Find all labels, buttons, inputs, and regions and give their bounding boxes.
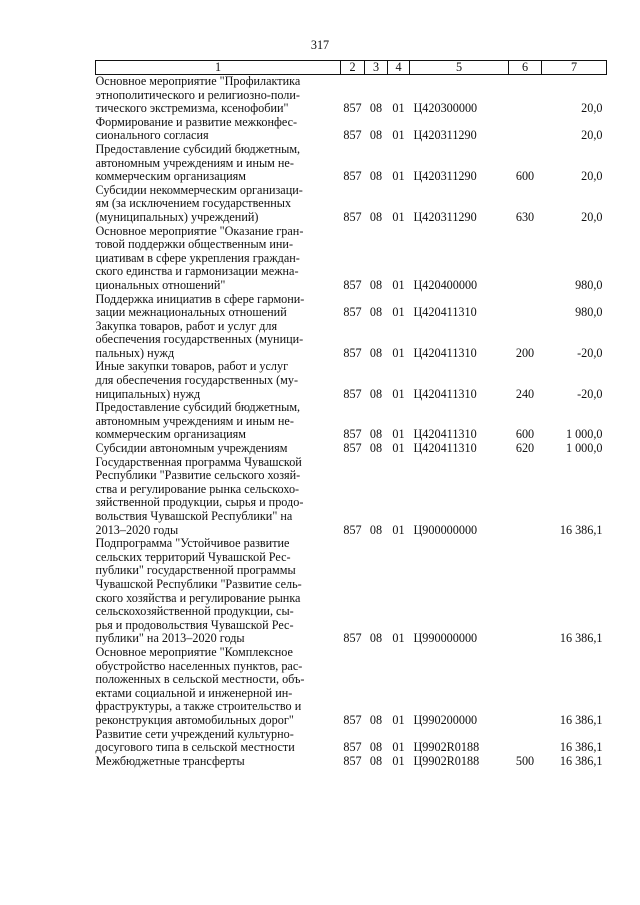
row-section: 08 (369, 386, 383, 401)
row-name (96, 225, 341, 293)
row-subsection: 01 (392, 522, 405, 537)
row-section: 08 (369, 305, 383, 320)
row-name-line: Межбюджетные трансферты (95, 753, 245, 768)
row-target-article: Ц420311290 (413, 128, 477, 143)
row-name-line: вольствия Чувашской Республики" на (95, 509, 293, 523)
row-section: 08 (369, 631, 383, 646)
row-name-line: Основное мероприятие "Оказание гран- (95, 223, 304, 238)
page-number: 317 (310, 38, 330, 52)
table-row (96, 442, 607, 456)
row-name-line: ского единства и гармонизации межна- (95, 264, 299, 279)
row-name-line: Основное мероприятие "Комплексное (95, 644, 293, 659)
row-section: 08 (369, 427, 383, 442)
row-expense-type: 200 (515, 345, 535, 360)
row-name (96, 293, 341, 320)
row-name-line: ского хозяйства и регулирование рынка (95, 590, 301, 605)
row-name-line: Развитие сети учреждений культурно- (95, 726, 294, 741)
row-amount: 1 000,0 (565, 427, 603, 442)
row-name-line: циональных отношений" (95, 277, 226, 292)
row-name-line: Субсидии некоммерческим организаци- (95, 182, 303, 197)
row-grbs: 857 (343, 753, 362, 768)
row-name (96, 755, 341, 769)
row-name-line: Предоставление субсидий бюджетным, (95, 141, 301, 156)
row-section: 08 (369, 277, 383, 292)
row-subsection: 01 (392, 631, 405, 646)
row-amount: -20,0 (577, 345, 603, 360)
row-subsection: 01 (392, 209, 405, 224)
row-amount: 20,0 (581, 128, 603, 143)
row-name-line: рья и продовольствия Чувашской Рес- (95, 617, 294, 632)
row-name-line: циативам в сфере укрепления граждан- (95, 250, 300, 265)
table-body (96, 75, 607, 769)
table-row (96, 320, 607, 361)
row-name-line: обеспечения государственных (муници- (95, 332, 304, 347)
table-row (96, 755, 607, 769)
row-grbs: 857 (343, 740, 362, 755)
row-name-line: Чувашской Республики "Развитие сель- (95, 576, 302, 591)
row-name (96, 360, 341, 401)
row-subsection: 01 (392, 128, 405, 143)
row-name-line: тического экстремизма, ксенофобии" (95, 101, 289, 116)
column-header-amount: 7 (542, 61, 607, 75)
row-target-article: Ц420300000 (413, 101, 478, 116)
row-expense-type (509, 116, 542, 143)
row-subsection: 01 (392, 345, 405, 360)
row-name-line: Основное мероприятие "Профилактика (95, 74, 301, 88)
row-name-line: обустройство населенных пунктов, рас- (95, 658, 303, 673)
row-name-line: (муниципальных) учреждений) (95, 209, 259, 224)
row-name-line: Подпрограмма "Устойчивое развитие (95, 536, 290, 551)
row-target-article: Ц990200000 (413, 712, 478, 727)
row-section: 08 (369, 128, 383, 143)
row-amount: 980,0 (575, 277, 603, 292)
column-header-subsection: 4 (388, 61, 410, 75)
row-name-line: досугового типа в сельской местности (95, 740, 295, 755)
row-amount: -20,0 (577, 386, 603, 401)
row-expense-type (509, 456, 542, 538)
row-name-line: публики" на 2013–2020 годы (95, 631, 245, 646)
row-amount: 20,0 (581, 169, 603, 184)
row-name (96, 442, 341, 456)
row-name-line: автономным учреждениям и иным не- (95, 413, 294, 428)
row-name-line: реконструкция автомобильных дорог" (95, 712, 294, 727)
row-subsection: 01 (392, 712, 405, 727)
row-name (96, 537, 341, 646)
row-name-line: ектами социальной и инженерной ин- (95, 685, 293, 700)
row-expense-type (509, 225, 542, 293)
row-amount: 16 386,1 (559, 712, 603, 727)
row-name (96, 456, 341, 538)
table-row (96, 360, 607, 401)
row-target-article: Ц420411310 (413, 305, 477, 320)
table-row (96, 728, 607, 755)
table-row (96, 184, 607, 225)
row-grbs: 857 (343, 441, 362, 456)
row-expense-type: 600 (515, 427, 535, 442)
row-name (96, 401, 341, 442)
row-expense-type (509, 293, 542, 320)
row-expense-type: 500 (515, 753, 535, 768)
row-expense-type (509, 75, 542, 116)
row-name-line: товой поддержки общественным ини- (95, 237, 294, 252)
row-grbs: 857 (343, 305, 362, 320)
table-row (96, 225, 607, 293)
row-amount: 20,0 (581, 209, 603, 224)
row-expense-type (509, 646, 542, 728)
row-name-line: для обеспечения государственных (му- (95, 373, 299, 388)
row-name-line: публики" государственной программы (95, 563, 296, 578)
row-amount: 20,0 (581, 101, 603, 116)
row-grbs: 857 (343, 169, 362, 184)
row-section: 08 (369, 441, 383, 456)
row-grbs: 857 (343, 209, 362, 224)
column-header-grbs: 2 (341, 61, 365, 75)
row-expense-type (509, 728, 542, 755)
row-target-article: Ц900000000 (413, 522, 478, 537)
row-name-line: Поддержка инициатив в сфере гармони- (95, 291, 305, 306)
row-name-line: 2013–2020 годы (95, 522, 179, 537)
table-row (96, 401, 607, 442)
row-expense-type: 630 (515, 209, 535, 224)
row-name-line: Предоставление субсидий бюджетным, (95, 400, 301, 415)
row-grbs: 857 (343, 712, 362, 727)
row-name-line: Субсидии автономным учреждениям (95, 441, 288, 456)
row-name-line: Иные закупки товаров, работ и услуг (95, 359, 289, 374)
table-header (96, 61, 607, 75)
table-row (96, 646, 607, 728)
row-name-line: Закупка товаров, работ и услуг для (95, 318, 278, 333)
row-subsection: 01 (392, 169, 405, 184)
row-name (96, 143, 341, 184)
row-target-article: Ц420411310 (413, 427, 477, 442)
row-target-article: Ц420400000 (413, 277, 478, 292)
row-grbs: 857 (343, 427, 362, 442)
row-subsection: 01 (392, 277, 405, 292)
row-name-line: пальных) нужд (95, 345, 175, 360)
row-subsection: 01 (392, 386, 405, 401)
row-name-line: ства и регулирование рынка сельскохо- (95, 481, 300, 496)
table-row (96, 75, 607, 116)
column-header-name: 1 (96, 61, 341, 75)
row-amount: 16 386,1 (559, 753, 603, 768)
row-name-line: фраструктуры, а также строительство и (95, 699, 302, 714)
table-row (96, 456, 607, 538)
row-section: 08 (369, 209, 383, 224)
row-expense-type: 620 (515, 441, 535, 456)
row-name (96, 184, 341, 225)
row-section: 08 (369, 740, 383, 755)
row-grbs: 857 (343, 277, 362, 292)
row-section: 08 (369, 101, 383, 116)
row-amount: 980,0 (575, 305, 603, 320)
row-target-article: Ц990000000 (413, 631, 478, 646)
row-target-article: Ц420411310 (413, 441, 477, 456)
row-name-line: Государственная программа Чувашской (95, 454, 302, 469)
row-name-line: коммерческим организациям (95, 427, 246, 442)
row-name-line: ниципальных) нужд (95, 386, 201, 401)
row-target-article: Ц9902R0188 (413, 740, 480, 755)
row-amount: 16 386,1 (559, 740, 603, 755)
table-row (96, 293, 607, 320)
row-name-line: коммерческим организациям (95, 169, 246, 184)
row-expense-type: 600 (515, 169, 535, 184)
row-name (96, 728, 341, 755)
row-grbs: 857 (343, 128, 362, 143)
row-section: 08 (369, 522, 383, 537)
row-target-article: Ц420411310 (413, 345, 477, 360)
row-name-line: сельскохозяйственной продукции, сы- (95, 604, 294, 619)
row-grbs: 857 (343, 631, 362, 646)
row-subsection: 01 (392, 753, 405, 768)
row-name (96, 646, 341, 728)
row-grbs: 857 (343, 522, 362, 537)
row-amount: 16 386,1 (559, 522, 603, 537)
row-subsection: 01 (392, 441, 405, 456)
table-row (96, 116, 607, 143)
column-header-target-article: 5 (410, 61, 509, 75)
row-amount: 1 000,0 (565, 441, 603, 456)
row-subsection: 01 (392, 427, 405, 442)
row-name-line: сионального согласия (95, 128, 209, 143)
row-name-line: ям (за исключением государственных (95, 196, 292, 211)
row-name-line: автономным учреждениям и иным не- (95, 155, 294, 170)
row-name-line: Республики "Развитие сельского хозяй- (95, 468, 301, 483)
row-target-article: Ц420411310 (413, 386, 477, 401)
row-expense-type (509, 537, 542, 646)
row-subsection: 01 (392, 740, 405, 755)
row-subsection: 01 (392, 101, 405, 116)
column-header-expense-type: 6 (509, 61, 542, 75)
row-target-article: Ц420311290 (413, 209, 477, 224)
row-section: 08 (369, 712, 383, 727)
row-grbs: 857 (343, 386, 362, 401)
table-row (96, 143, 607, 184)
row-section: 08 (369, 753, 383, 768)
row-grbs: 857 (343, 101, 362, 116)
header-row (96, 61, 607, 75)
row-subsection: 01 (392, 305, 405, 320)
table-row (96, 537, 607, 646)
row-name-line: зяйственной продукции, сырья и продо- (95, 495, 304, 510)
row-name (96, 75, 341, 116)
row-section: 08 (369, 345, 383, 360)
row-name-line: этнополитического и религиозно-поли- (95, 87, 300, 102)
row-name-line: зации межнациональных отношений (95, 305, 287, 320)
row-expense-type: 240 (515, 386, 535, 401)
budget-table (95, 60, 607, 768)
row-name-line: положенных в сельской местности, объ- (95, 672, 305, 687)
row-target-article: Ц9902R0188 (413, 753, 480, 768)
row-section: 08 (369, 169, 383, 184)
row-name (96, 116, 341, 143)
column-header-section: 3 (365, 61, 388, 75)
row-name (96, 320, 341, 361)
row-target-article: Ц420311290 (413, 169, 477, 184)
row-amount: 16 386,1 (559, 631, 603, 646)
row-name-line: сельских территорий Чувашской Рес- (95, 549, 291, 564)
row-name-line: Формирование и развитие межконфес- (95, 114, 298, 129)
row-grbs: 857 (343, 345, 362, 360)
